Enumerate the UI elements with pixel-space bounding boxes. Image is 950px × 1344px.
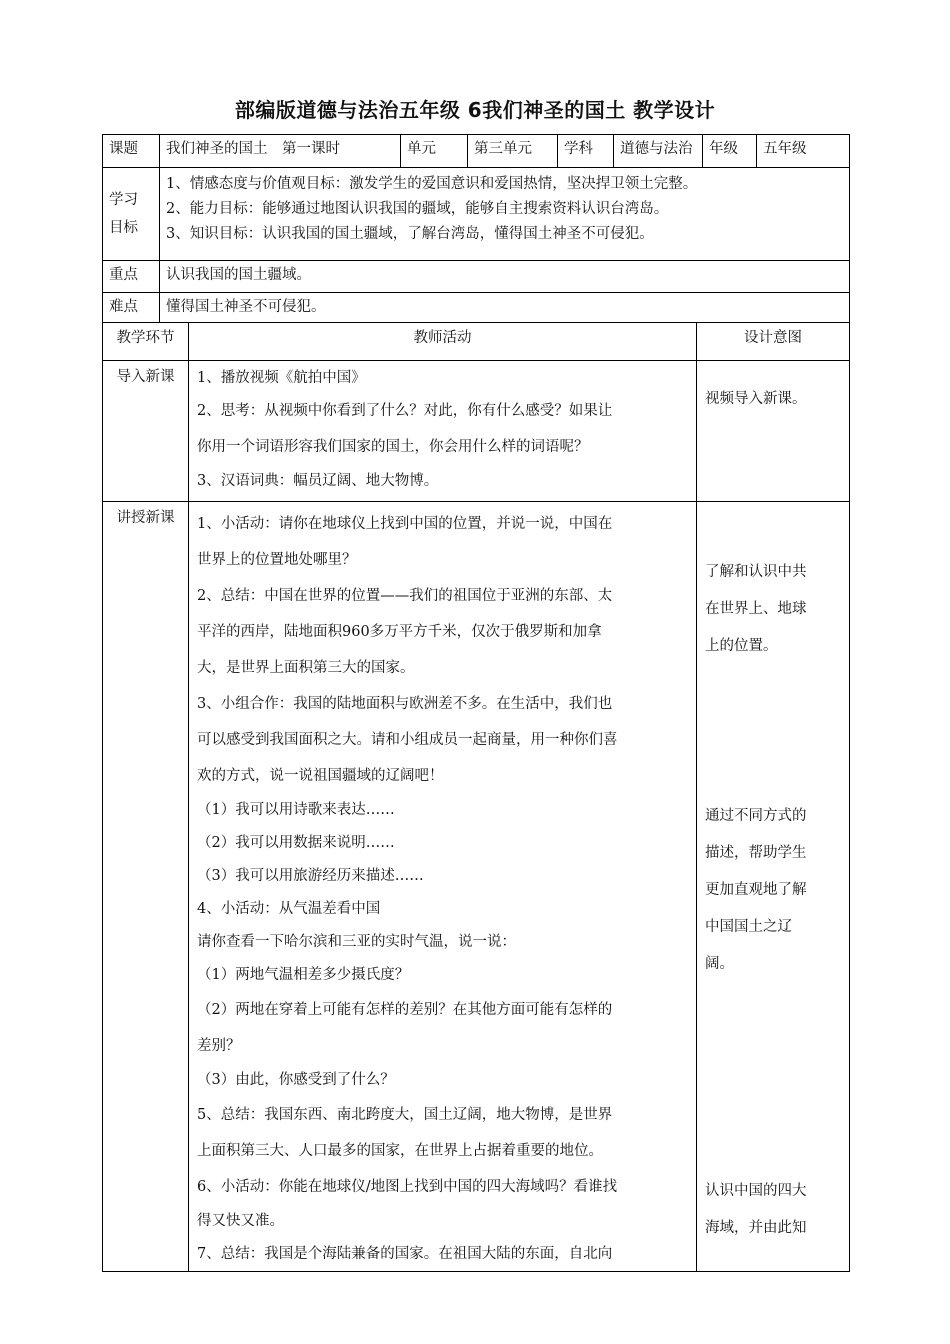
info-row-goals [103,168,850,261]
grade-value: 五年级 [757,135,850,168]
activity-line: 请你查看一下哈尔滨和三亚的实时气温，说一说： [197,934,516,950]
info-row-key [103,261,850,293]
header-stage: 教学环节 [103,323,189,361]
difficulty-value: 懂得国土神圣不可侵犯。 [160,293,850,323]
activity-line: 平洋的西岸，陆地面积960多万平方千米，仅次于俄罗斯和加拿 [197,624,602,640]
activity-cell [189,361,697,502]
activity-line: 4、小活动：从气温差看中国 [197,901,381,917]
activity-line: （2）我可以用数据来说明…… [197,835,395,851]
activity-line: （3）由此，你感受到了什么？ [197,1072,395,1088]
design-line: 上的位置。 [705,638,778,654]
activity-line: 6、小活动：你能在地球仪/地图上找到中国的四大海域吗？看谁找 [197,1179,618,1195]
unit-label: 单元 [401,135,468,168]
activity-line: 得又快又准。 [197,1213,284,1229]
header-activity: 教师活动 [189,323,697,361]
activity-line: 2、总结：中国在世界的位置——我们的祖国位于亚洲的东部、太 [197,588,613,604]
stage-name: 导入新课 [103,361,189,502]
activity-line: （1）两地气温相差多少摄氏度？ [197,967,410,983]
topic-label: 课题 [103,135,160,168]
activity-line: 世界上的位置地处哪里？ [197,552,357,568]
activity-line: （1）我可以用诗歌来表达…… [197,802,395,818]
goals-label [103,168,160,261]
design-line: 了解和认识中共 [705,564,807,580]
goals-content [160,168,850,261]
activity-line: 2、思考：从视频中你看到了什么？对此，你有什么感受？如果让 [197,403,613,419]
activity-line: 你用一个词语形容我们国家的国土，你会用什么样的词语呢？ [197,439,589,455]
design-line: 海域，并由此知 [705,1220,807,1236]
key-value: 认识我国的国土疆域。 [160,261,850,293]
info-row-topic [103,135,850,168]
goal-item: 2、能力目标：能够通过地图认识我国的疆域，能够自主搜索资料认识台湾岛。 [166,201,669,217]
activity-line: 大，是世界上面积第三大的国家。 [197,660,415,676]
stage-row-intro [103,361,850,502]
activity-line: 欢的方式，说一说祖国疆域的辽阔吧！ [197,768,444,784]
design-line: 认识中国的四大 [705,1183,807,1199]
key-label: 重点 [103,261,160,293]
lesson-table [102,322,850,1272]
activity-line: 3、汉语词典：幅员辽阔、地大物博。 [197,473,439,489]
activity-line: （2）两地在穿着上可能有怎样的差别？在其他方面可能有怎样的 [197,1002,613,1018]
info-table [102,134,850,323]
unit-value: 第三单元 [468,135,558,168]
activity-line: 1、小活动：请你在地球仪上找到中国的位置，并说一说，中国在 [197,516,613,532]
design-line: 描述，帮助学生 [705,845,807,861]
info-row-difficulty [103,293,850,323]
activity-line: 5、总结：我国东西、南北跨度大，国土辽阔，地大物博，是世界 [197,1107,613,1123]
design-cell [697,502,850,1272]
activity-line: 3、小组合作：我国的陆地面积与欧洲差不多。在生活中，我们也 [197,696,613,712]
difficulty-label: 难点 [103,293,160,323]
topic-value: 我们神圣的国土 第一课时 [160,135,401,168]
design-cell: 视频导入新课。 [697,361,850,502]
activity-line: 差别？ [197,1038,241,1054]
design-line: 中国国土之辽 [705,919,792,935]
subject-label: 学科 [558,135,614,168]
activity-line: 可以感受到我国面积之大。请和小组成员一起商量，用一种你们喜 [197,732,618,748]
subject-value: 道德与法治 [614,135,703,168]
goals-label-line1: 学习 [109,192,138,208]
design-line: 在世界上、地球 [705,601,807,617]
activity-line: 上面积第三大、人口最多的国家，在世界上占据着重要的地位。 [197,1143,603,1159]
page-title: 部编版道德与法治五年级 6我们神圣的国土 教学设计 [234,98,716,122]
design-line: 阔。 [705,956,734,972]
stage-row-teaching [103,502,850,1272]
goal-item: 1、情感态度与价值观目标：激发学生的爱国意识和爱国热情，坚决捍卫领土完整。 [166,176,698,192]
header-row [103,323,850,361]
goal-item: 3、知识目标：认识我国的国土疆域，了解台湾岛，懂得国土神圣不可侵犯。 [166,226,654,242]
stage-name: 讲授新课 [103,502,189,1272]
activity-line: 1、播放视频《航拍中国》 [197,370,366,386]
activity-line: （3）我可以用旅游经历来描述…… [197,868,424,884]
activity-line: 7、总结：我国是个海陆兼备的国家。在祖国大陆的东面，自北向 [197,1246,613,1262]
goals-label-line2: 目标 [109,220,138,236]
grade-label: 年级 [703,135,757,168]
design-line: 更加直观地了解 [705,882,807,898]
design-line: 通过不同方式的 [705,808,807,824]
header-design: 设计意图 [697,323,850,361]
activity-cell [189,502,697,1272]
